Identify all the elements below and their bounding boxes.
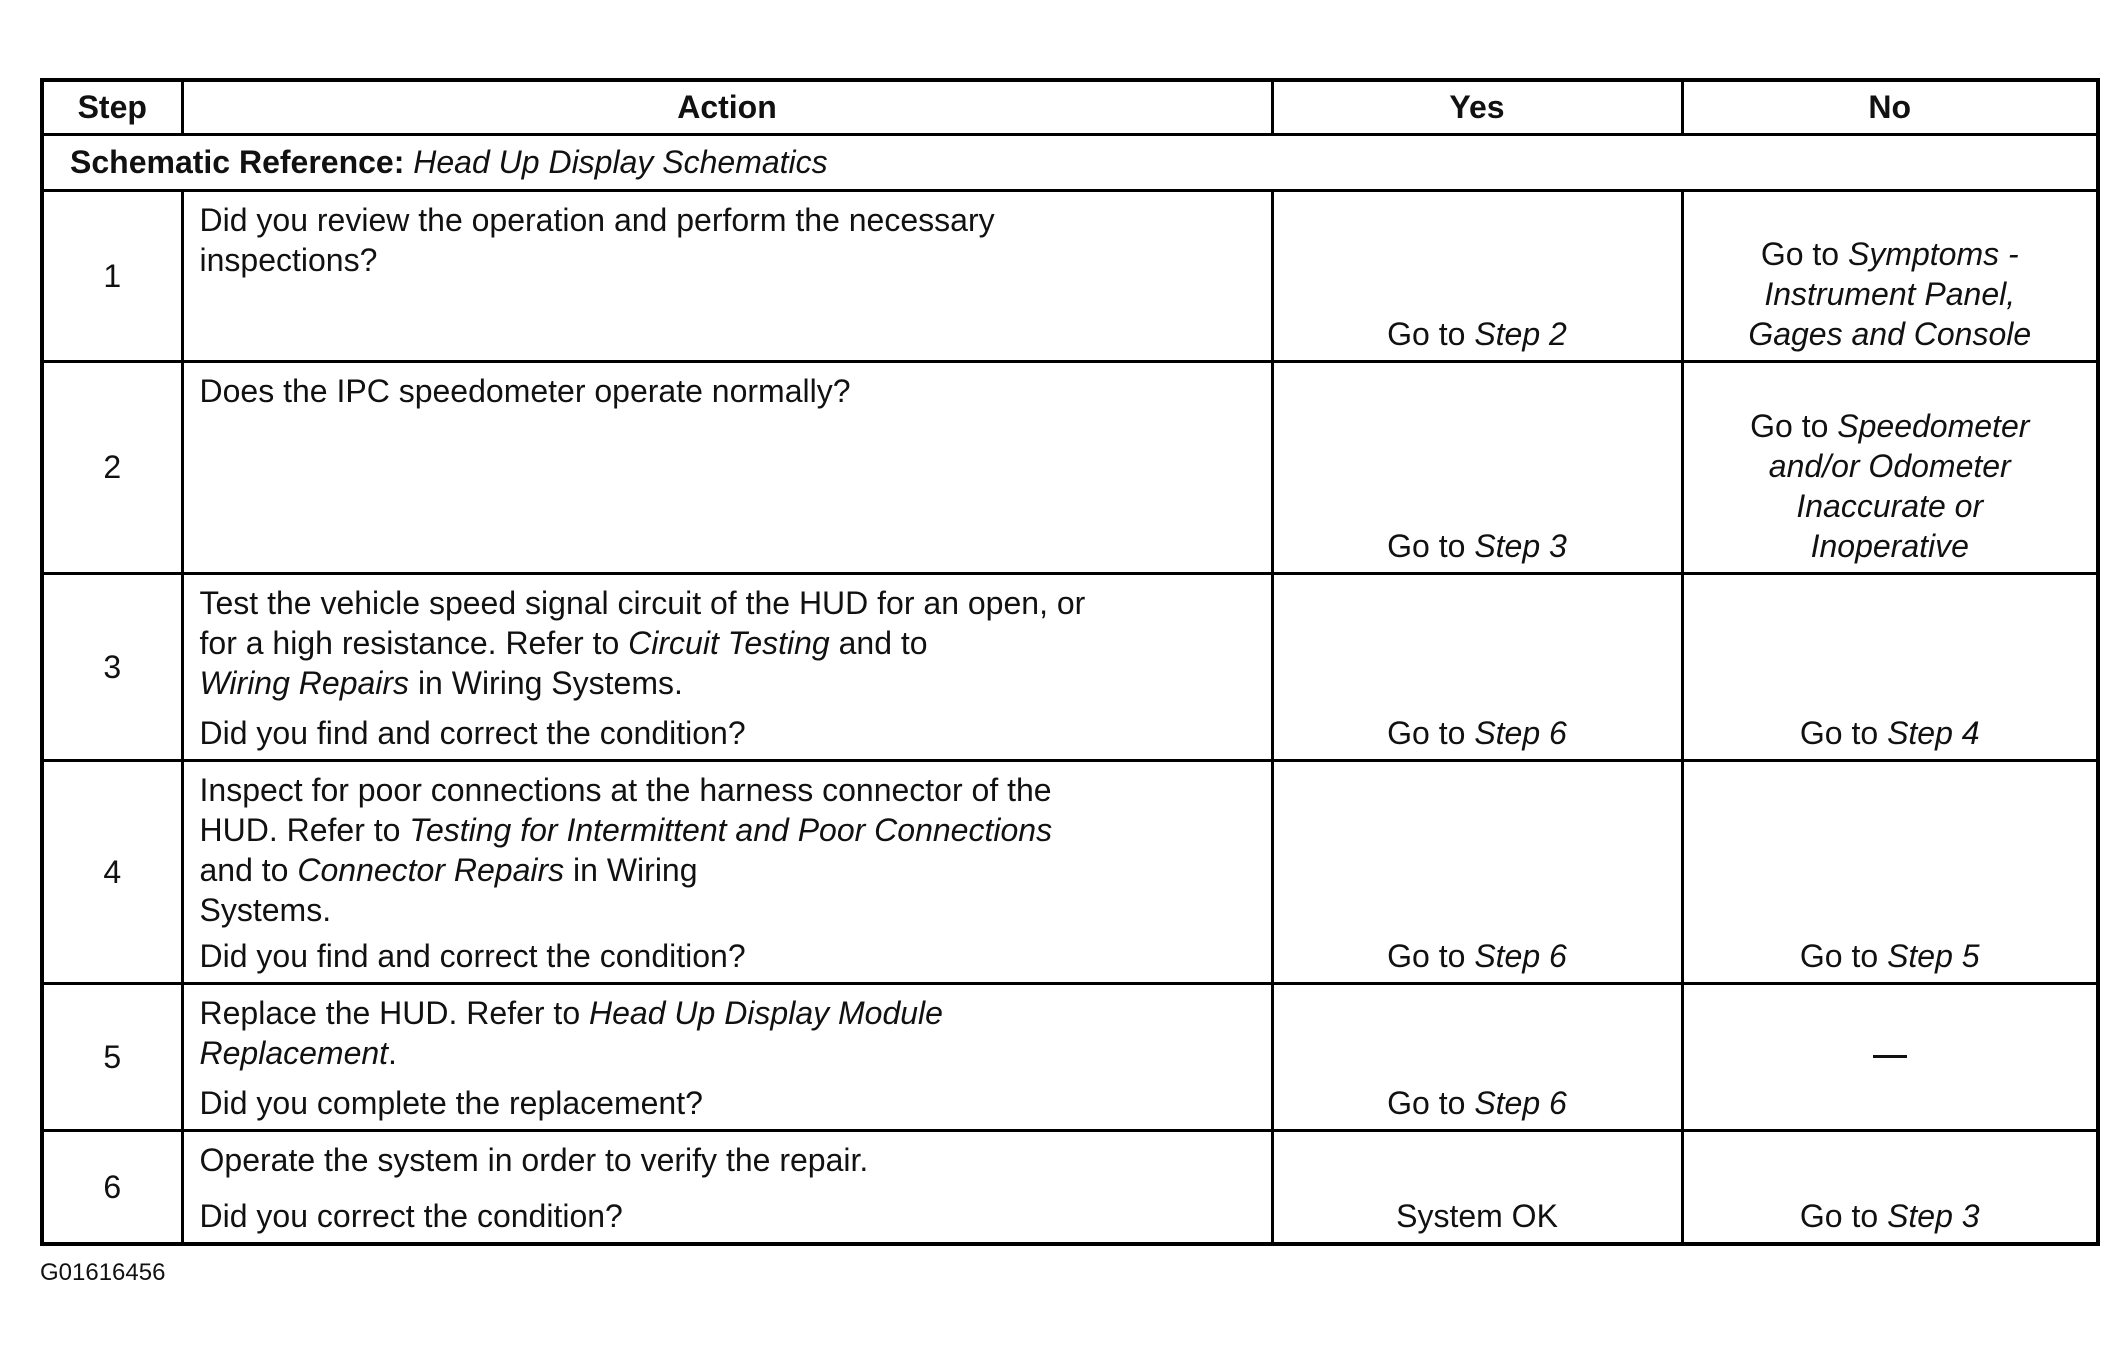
schematic-label: Schematic Reference: (70, 144, 405, 180)
no-link-line[interactable]: Inaccurate or (1796, 487, 1984, 524)
yes-cell (1272, 573, 1682, 760)
action-text (182, 361, 1272, 573)
action-line: Wiring Repairs in Wiring Systems. (199, 664, 683, 701)
table-row (42, 190, 2098, 361)
action-text (182, 760, 1272, 983)
no-prefix: Go to (1799, 1198, 1888, 1234)
circuit-testing-link[interactable]: Circuit Testing (628, 624, 830, 661)
table-row (42, 1130, 2098, 1244)
action-text (182, 1130, 1272, 1244)
action-line: Test the vehicle speed signal circuit of the HUD for an open, or (199, 584, 1086, 621)
action-line: Operate the system in order to verify the repair. (199, 1141, 869, 1178)
header-step: Step (42, 80, 182, 134)
table-row (42, 760, 2098, 983)
step-number: 3 (42, 573, 182, 760)
action-text (182, 573, 1272, 760)
action-line: Replace the HUD. Refer to Head Up Display Module (199, 994, 943, 1031)
action-line: inspections? (199, 241, 378, 278)
hud-module-replacement-link[interactable]: Head Up Display Module (589, 994, 943, 1031)
no-cell (1682, 983, 2098, 1130)
no-step-link[interactable]: Step 4 (1887, 714, 1980, 751)
no-link-line[interactable]: Inoperative (1810, 527, 1969, 564)
schematic-reference (42, 134, 2098, 190)
yes-step-link[interactable]: Step 6 (1474, 1084, 1567, 1121)
no-cell (1682, 361, 2098, 573)
action-question: Did you find and correct the condition? (199, 714, 746, 751)
header-action: Action (182, 80, 1272, 134)
yes-cell (1272, 983, 1682, 1130)
yes-prefix: Go to (1387, 1084, 1475, 1121)
action-line: Replacement. (199, 1034, 397, 1071)
schematic-link[interactable]: Head Up Display Schematics (413, 144, 828, 180)
schematic-row (42, 134, 2098, 190)
yes-prefix: Go to (1387, 527, 1475, 564)
no-step-link[interactable]: Step 3 (1887, 1198, 1980, 1234)
no-link-line[interactable]: and/or Odometer (1768, 447, 2011, 484)
action-line: Systems. (199, 891, 332, 928)
yes-prefix: Go to (1387, 937, 1475, 974)
yes-step-link[interactable]: Step 2 (1474, 315, 1567, 352)
table-row (42, 361, 2098, 573)
wiring-repairs-link[interactable]: Wiring Repairs (199, 664, 410, 701)
no-link-line[interactable]: Instrument Panel, (1764, 275, 2016, 312)
action-question: Did you correct the condition? (199, 1198, 623, 1234)
yes-step-link[interactable]: Step 6 (1474, 937, 1567, 974)
no-step-link[interactable]: Step 5 (1887, 937, 1980, 974)
yes-cell (1272, 1130, 1682, 1244)
no-prefix: Go to (1799, 937, 1888, 974)
step-number: 2 (42, 361, 182, 573)
header-no: No (1682, 80, 2098, 134)
action-line: for a high resistance. Refer to Circuit Testing and to (199, 624, 928, 661)
yes-cell (1272, 190, 1682, 361)
figure-id: G01616456 (40, 1259, 166, 1286)
header-row (42, 80, 2098, 134)
yes-step-link[interactable]: Step 3 (1474, 527, 1567, 564)
step-number: 4 (42, 760, 182, 983)
no-link-line[interactable]: Speedometer (1837, 407, 2030, 444)
yes-step-link[interactable]: Step 6 (1474, 714, 1567, 751)
yes-cell (1272, 361, 1682, 573)
yes-prefix: Go to (1387, 714, 1475, 751)
step-number: 6 (42, 1130, 182, 1244)
no-prefix: Go to (1750, 407, 1838, 444)
yes-prefix: Go to (1387, 315, 1475, 352)
header-yes: Yes (1272, 80, 1682, 134)
no-link-line[interactable]: Gages and Console (1748, 315, 2032, 352)
action-line: Does the IPC speedometer operate normally? (199, 372, 851, 409)
no-cell (1682, 1130, 2098, 1244)
no-cell (1682, 760, 2098, 983)
action-question: Did you complete the replacement? (199, 1084, 703, 1121)
hud-module-replacement-link[interactable]: Replacement (199, 1034, 389, 1071)
no-prefix: Go to (1760, 235, 1848, 272)
connector-repairs-link[interactable]: Connector Repairs (297, 851, 565, 888)
action-line: Did you review the operation and perform the necessary (199, 201, 995, 238)
action-text (182, 983, 1272, 1130)
action-text (182, 190, 1272, 361)
testing-intermittent-link[interactable]: Testing for Intermittent and Poor Connections (409, 811, 1053, 848)
action-line: HUD. Refer to Testing for Intermittent and Poor Connections (199, 811, 1053, 848)
diagnostic-table (40, 78, 2100, 1246)
table-row (42, 983, 2098, 1130)
yes-text: System OK (1396, 1198, 1558, 1234)
table-row (42, 573, 2098, 760)
action-line: and to Connector Repairs in Wiring (199, 851, 698, 888)
step-number: 1 (42, 190, 182, 361)
no-cell (1682, 573, 2098, 760)
step-number: 5 (42, 983, 182, 1130)
em-dash (1873, 1055, 1907, 1058)
no-link-line[interactable]: Symptoms - (1847, 235, 2019, 272)
no-cell (1682, 190, 2098, 361)
action-line: Inspect for poor connections at the harness connector of the (199, 771, 1052, 808)
yes-cell (1272, 760, 1682, 983)
action-question: Did you find and correct the condition? (199, 937, 746, 974)
no-prefix: Go to (1799, 714, 1888, 751)
